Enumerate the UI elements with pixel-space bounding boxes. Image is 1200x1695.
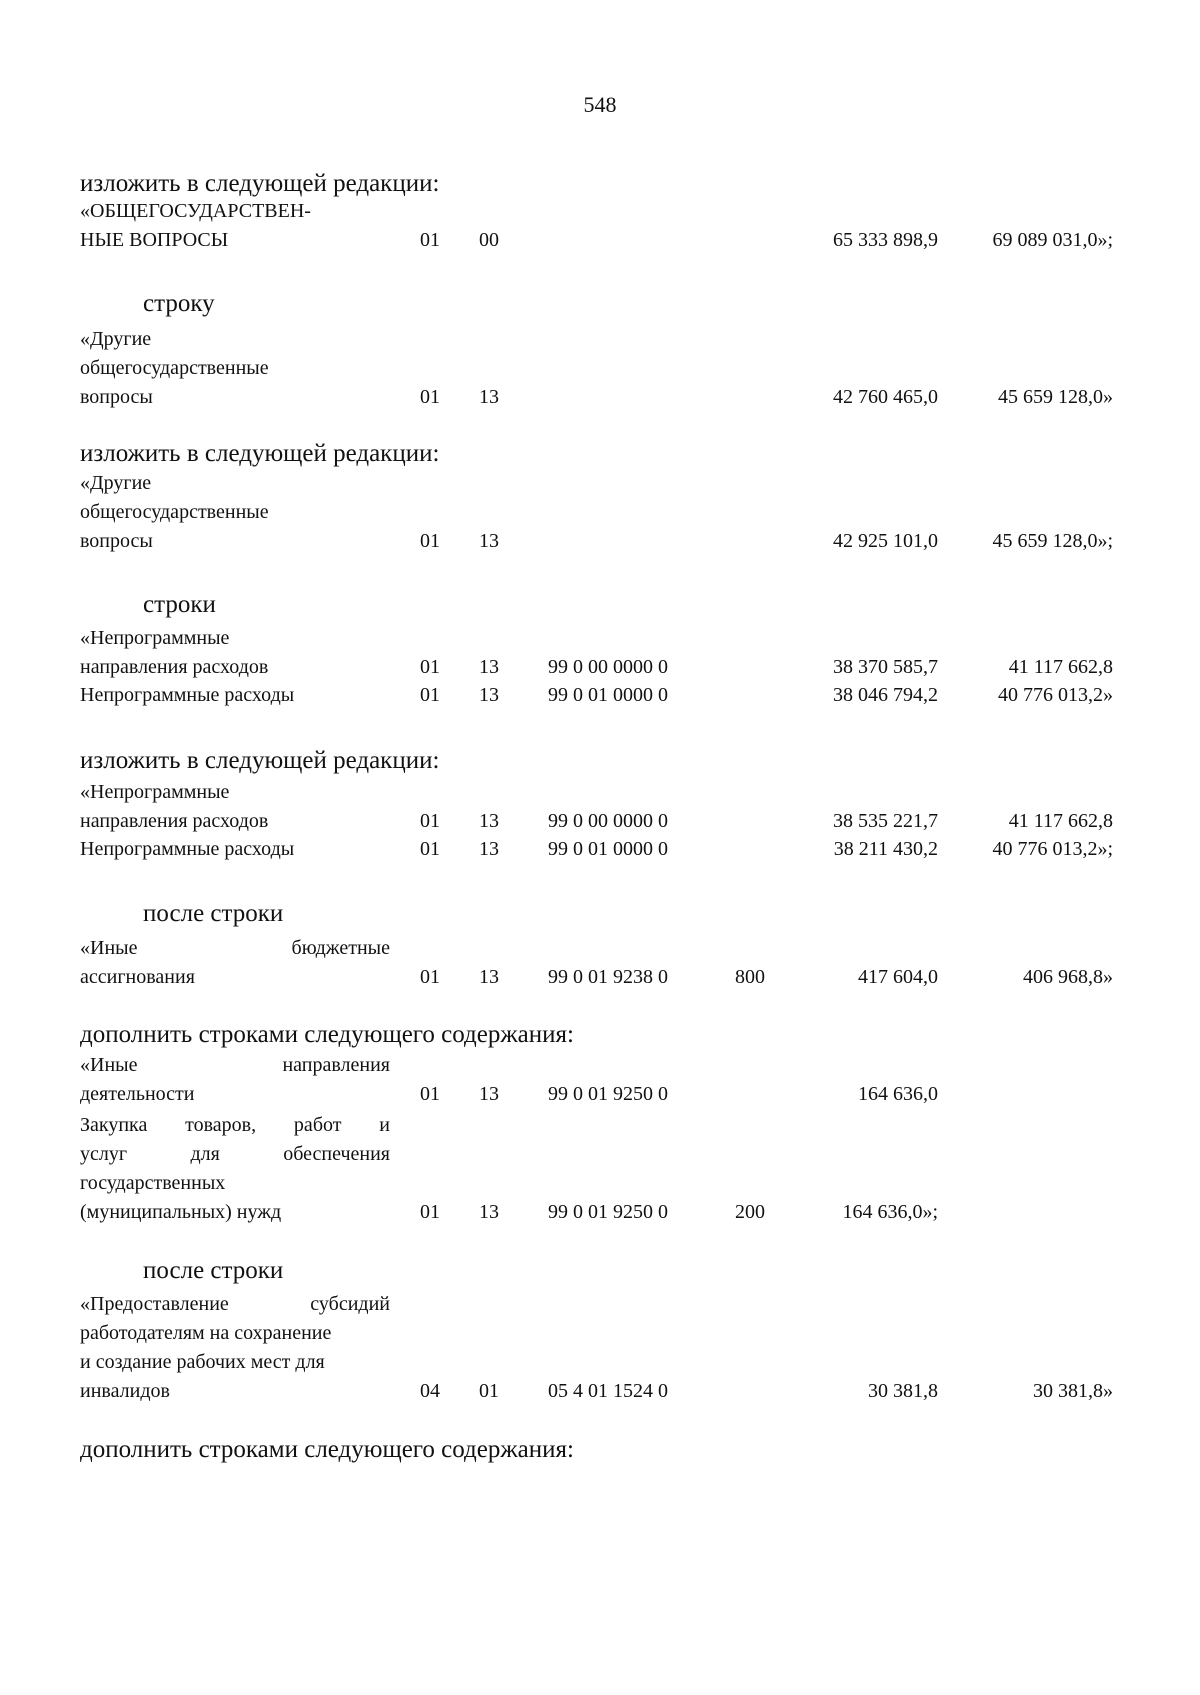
- subsection-code: 13: [479, 1083, 499, 1105]
- target-article-code: 99 0 00 0000 0: [548, 810, 668, 832]
- amount-year-2: 45 659 128,0»;: [992, 530, 1113, 552]
- amendment-instruction: строки: [143, 591, 216, 618]
- amount-year-2: 41 117 662,8: [1008, 810, 1113, 832]
- target-article-code: 05 4 01 1524 0: [548, 1380, 668, 1402]
- section-code: 01: [420, 229, 440, 251]
- amendment-instruction: дополнить строками следующего содержания:: [80, 1436, 574, 1463]
- subsection-code: 01: [479, 1380, 499, 1402]
- amount-year-2: 45 659 128,0»: [998, 386, 1113, 408]
- target-article-code: 99 0 01 9250 0: [548, 1083, 668, 1105]
- subsection-code: 13: [479, 530, 499, 552]
- section-code: 01: [420, 1201, 440, 1223]
- row-name: [80, 1051, 390, 1109]
- row-name-line: Непрограммные расходы: [80, 838, 295, 860]
- row-name: [80, 1111, 390, 1227]
- amount-year-1: 38 370 585,7: [833, 656, 938, 678]
- amount-year-1: 38 211 430,2: [833, 838, 938, 860]
- section-code: 01: [420, 966, 440, 988]
- amendment-instruction: после строки: [143, 900, 284, 927]
- row-name-line: работодателям на сохранение: [80, 1322, 332, 1344]
- row-name-line: «Иные бюджетные: [80, 937, 390, 959]
- subsection-code: 13: [479, 810, 499, 832]
- row-name-line: услуг для обеспечения: [80, 1143, 390, 1165]
- amendment-instruction: изложить в следующей редакции:: [80, 170, 440, 197]
- target-article-code: 99 0 01 0000 0: [548, 838, 668, 860]
- subsection-code: 00: [479, 229, 499, 251]
- amendment-instruction: после строки: [143, 1257, 284, 1284]
- section-code: 01: [420, 386, 440, 408]
- row-name: [80, 325, 390, 412]
- row-name-line: общегосударственные: [80, 357, 269, 379]
- amount-year-1: 164 636,0: [858, 1083, 938, 1105]
- amendment-instruction: изложить в следующей редакции:: [80, 440, 440, 467]
- row-name-line: деятельности: [80, 1083, 195, 1105]
- row-name-line: инвалидов: [80, 1380, 170, 1402]
- row-name-line: «Непрограммные: [80, 781, 230, 803]
- row-name-line: общегосударственные: [80, 501, 269, 523]
- row-name-line: Закупка товаров, работ и: [80, 1114, 390, 1136]
- amount-year-2: 40 776 013,2»: [998, 684, 1113, 706]
- row-name-line: и создание рабочих мест для: [80, 1351, 325, 1373]
- target-article-code: 99 0 01 0000 0: [548, 684, 668, 706]
- row-name: [80, 835, 390, 864]
- row-name-line: направления расходов: [80, 656, 269, 678]
- target-article-code: 99 0 00 0000 0: [548, 656, 668, 678]
- row-name: [80, 934, 390, 992]
- row-name-line: «Непрограммные: [80, 627, 230, 649]
- amendment-instruction: дополнить строками следующего содержания:: [80, 1021, 574, 1048]
- row-name-line: (муниципальных) нужд: [80, 1201, 282, 1223]
- row-name-line: «Иные направления: [80, 1054, 390, 1076]
- subsection-code: 13: [479, 1201, 499, 1223]
- section-code: 01: [420, 656, 440, 678]
- amendment-instruction: изложить в следующей редакции:: [80, 747, 440, 774]
- amount-year-2: 30 381,8»: [1033, 1380, 1113, 1402]
- amount-year-2: 69 089 031,0»;: [992, 229, 1113, 251]
- subsection-code: 13: [479, 838, 499, 860]
- section-code: 01: [420, 1083, 440, 1105]
- target-article-code: 99 0 01 9250 0: [548, 1201, 668, 1223]
- section-code: 01: [420, 810, 440, 832]
- page-number: 548: [583, 92, 617, 117]
- subsection-code: 13: [479, 656, 499, 678]
- amount-year-1: 30 381,8: [868, 1380, 938, 1402]
- row-name: [80, 681, 390, 710]
- subsection-code: 13: [479, 966, 499, 988]
- amount-year-1: 42 925 101,0: [833, 530, 938, 552]
- row-name-line: вопросы: [80, 530, 153, 552]
- subsection-code: 13: [479, 684, 499, 706]
- amount-year-2: 40 776 013,2»;: [992, 838, 1113, 860]
- row-name-line: государственных: [80, 1172, 226, 1194]
- row-name-line: «Другие: [80, 472, 152, 494]
- amount-year-1: 42 760 465,0: [833, 386, 938, 408]
- row-name: [80, 469, 390, 556]
- row-name-line: «ОБЩЕГОСУДАРСТВЕН-: [80, 200, 311, 222]
- row-name-line: «Предоставление субсидий: [80, 1293, 390, 1315]
- amount-year-1: 164 636,0»;: [842, 1201, 938, 1223]
- row-name-line: вопросы: [80, 386, 153, 408]
- expense-type-code: 800: [735, 966, 765, 988]
- expense-type-code: 200: [735, 1201, 765, 1223]
- amount-year-1: 65 333 898,9: [833, 229, 938, 251]
- target-article-code: 99 0 01 9238 0: [548, 966, 668, 988]
- section-code: 01: [420, 838, 440, 860]
- row-name-line: ассигнования: [80, 966, 195, 988]
- amount-year-1: 38 535 221,7: [833, 810, 938, 832]
- row-name-line: «Другие: [80, 328, 152, 350]
- section-code: 04: [420, 1380, 440, 1402]
- section-code: 01: [420, 530, 440, 552]
- row-name-line: направления расходов: [80, 810, 269, 832]
- row-name: [80, 778, 390, 836]
- amount-year-2: 41 117 662,8: [1008, 656, 1113, 678]
- row-name: [80, 624, 390, 682]
- row-name-line: Непрограммные расходы: [80, 684, 295, 706]
- subsection-code: 13: [479, 386, 499, 408]
- amendment-instruction: строку: [143, 290, 215, 317]
- amount-year-1: 38 046 794,2: [833, 684, 938, 706]
- row-name: [80, 197, 390, 255]
- section-code: 01: [420, 684, 440, 706]
- row-name: [80, 1290, 390, 1406]
- amount-year-2: 406 968,8»: [1023, 966, 1113, 988]
- amount-year-1: 417 604,0: [858, 966, 938, 988]
- row-name-line: НЫЕ ВОПРОСЫ: [80, 229, 229, 251]
